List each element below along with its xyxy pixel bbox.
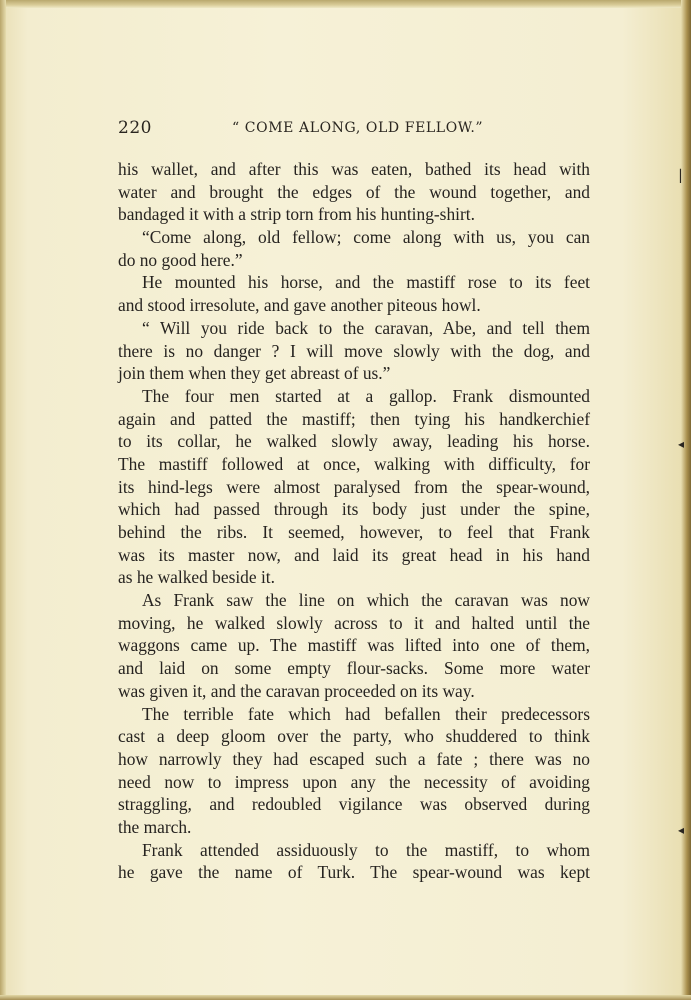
text-line: how narrowly they had escaped such a fate ; there was no xyxy=(118,748,590,769)
text-line: waggons came up. The mastiff was lifted into one of them, xyxy=(118,635,590,656)
text-line: the march. xyxy=(118,816,192,837)
text-line: was its master now, and laid its great head in his hand xyxy=(118,544,590,565)
page-left-edge xyxy=(0,0,6,1000)
text-line: to its collar, he walked slowly away, leading his horse. xyxy=(118,431,590,452)
page-number: 220 xyxy=(118,118,152,138)
text-line: He mounted his horse, and the mastiff rose to its feet xyxy=(142,272,590,293)
text-line: The terrible fate which had befallen their predecessors xyxy=(142,703,590,724)
text-line: water and brought the edges of the wound together, and xyxy=(118,181,590,202)
text-line: As Frank saw the line on which the caravan was now xyxy=(142,590,590,611)
text-line: join them when they get abreast of us.” xyxy=(118,363,391,384)
text-line: need now to impress upon any the necessity of avoiding xyxy=(118,771,590,792)
text-line: and laid on some empty flour-sacks. Some more water xyxy=(118,658,590,679)
text-line: The mastiff followed at once, walking with difficulty, for xyxy=(118,453,590,474)
text-line: again and patted the mastiff; then tying his handkerchief xyxy=(118,408,590,429)
text-line: his wallet, and after this was eaten, bathed its head with xyxy=(118,159,590,179)
text-line: its hind-legs were almost paralysed from the spear-wound, xyxy=(118,476,590,497)
text-line: as he walked beside it. xyxy=(118,567,275,588)
text-line: Frank attended assiduously to the mastiff, to whom xyxy=(142,839,590,860)
text-line: he gave the name of Turk. The spear-wound was kept xyxy=(118,862,590,883)
margin-tick-mark: ◂ xyxy=(678,823,685,837)
text-line: The four men started at a gallop. Frank dismounted xyxy=(142,385,590,406)
text-line: do no good here.” xyxy=(118,249,243,270)
margin-tick-mark: ◂ xyxy=(678,437,685,451)
page-header xyxy=(118,118,588,142)
running-title: “ COME ALONG, OLD FELLOW.” xyxy=(232,120,484,136)
text-line: behind the ribs. It seemed, however, to feel that Frank xyxy=(118,522,590,542)
body-text xyxy=(118,158,590,884)
margin-tick-mark: ▏ xyxy=(680,169,690,183)
text-line: “Come along, old fellow; come along with us, you can xyxy=(142,227,590,248)
text-line: and stood irresolute, and gave another piteous howl. xyxy=(118,295,481,316)
page-binding-edge xyxy=(681,0,691,1000)
text-line: cast a deep gloom over the party, who shuddered to think xyxy=(118,726,590,747)
page-bottom-edge xyxy=(0,995,691,1000)
page-top-edge xyxy=(0,0,691,8)
text-line: which had passed through its body just under the spine, xyxy=(118,499,590,520)
text-line: moving, he walked slowly across to it and halted until the xyxy=(118,612,590,633)
text-line: straggling, and redoubled vigilance was observed during xyxy=(118,794,590,815)
text-line: bandaged it with a strip torn from his hunting-shirt. xyxy=(118,204,475,225)
text-line: there is no danger ? I will move slowly with the dog, and xyxy=(118,340,590,361)
text-line: “ Will you ride back to the caravan, Abe, and tell them xyxy=(142,317,590,338)
text-line: was given it, and the caravan proceeded on its way. xyxy=(118,680,475,701)
